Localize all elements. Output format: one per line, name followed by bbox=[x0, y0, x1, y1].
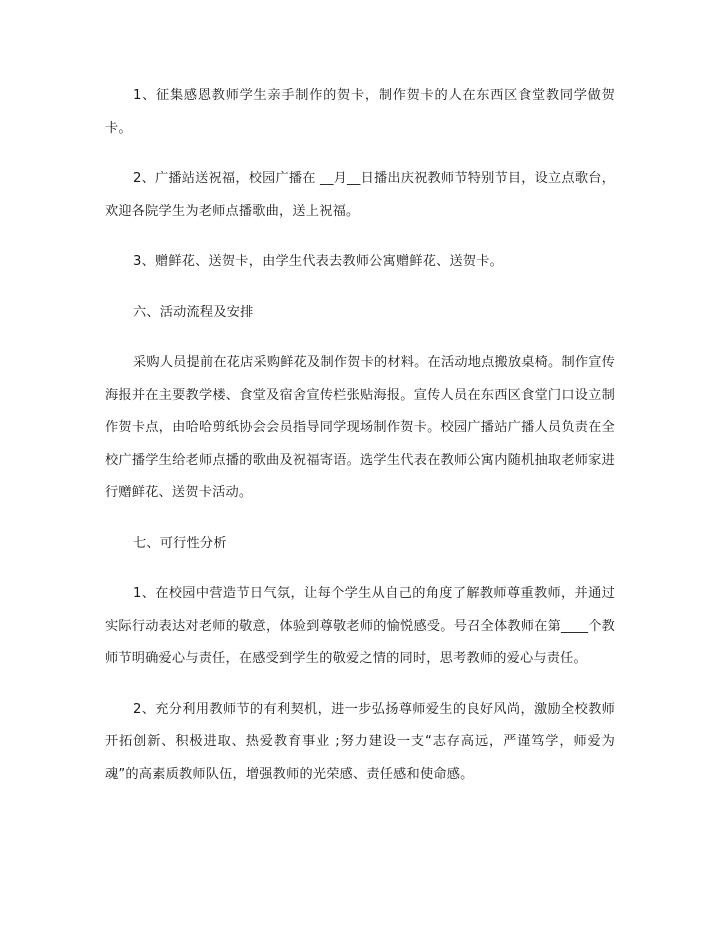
paragraph-feasibility-1: 1、在校园中营造节日气氛，让每个学生从自己的角度了解教师尊重教师，并通过实际行动表达对老师的敬意，体验到尊敬老师的愉悦感受。号召全体教师在第____个教师节明确爱心与责任，在感受到学生的敬爱之情的同时，思考教师的爱心与责任。 bbox=[105, 586, 615, 666]
paragraph-item-3: 3、赠鲜花、送贺卡，由学生代表去教师公寓赠鲜花、送贺卡。 bbox=[133, 254, 504, 269]
paragraph-feasibility-2: 2、充分利用教师节的有利契机，进一步弘扬尊师爱生的良好风尚，激励全校教师开拓创新、积极进取、热爱教育事业 ;努力建设一支“志存高远，严谨笃学，师爱为魂”的高素质教师队伍，增强教师的光荣感、责任感和使命感。 bbox=[105, 701, 615, 782]
document-body bbox=[105, 80, 615, 809]
section-heading-six: 六、活动流程及安排 bbox=[133, 304, 254, 320]
section-heading-seven: 七、可行性分析 bbox=[133, 535, 227, 551]
paragraph-item-1: 1、征集感恩教师学生亲手制作的贺卡，制作贺卡的人在东西区食堂教同学做贺卡。 bbox=[105, 88, 615, 136]
paragraph-item-2: 2、广播站送祝福，校园广播在 __月__日播出庆祝教师节特别节目，设立点歌台，欢迎各院学生为老师点播歌曲，送上祝福。 bbox=[105, 171, 615, 219]
paragraph-procedure: 采购人员提前在花店采购鲜花及制作贺卡的材料。在活动地点搬放桌椅。制作宣传海报并在主要教学楼、食堂及宿舍宣传栏张贴海报。宣传人员在东西区食堂门口设立制作贺卡点，由哈哈剪纸协会会员指导同学现场制作贺卡。校园广播站广播人员负责在全校广播学生给老师点播的歌曲及祝福寄语。选学生代表在教师公寓内随机抽取老师家进行赠鲜花、送贺卡活动。 bbox=[105, 355, 615, 500]
